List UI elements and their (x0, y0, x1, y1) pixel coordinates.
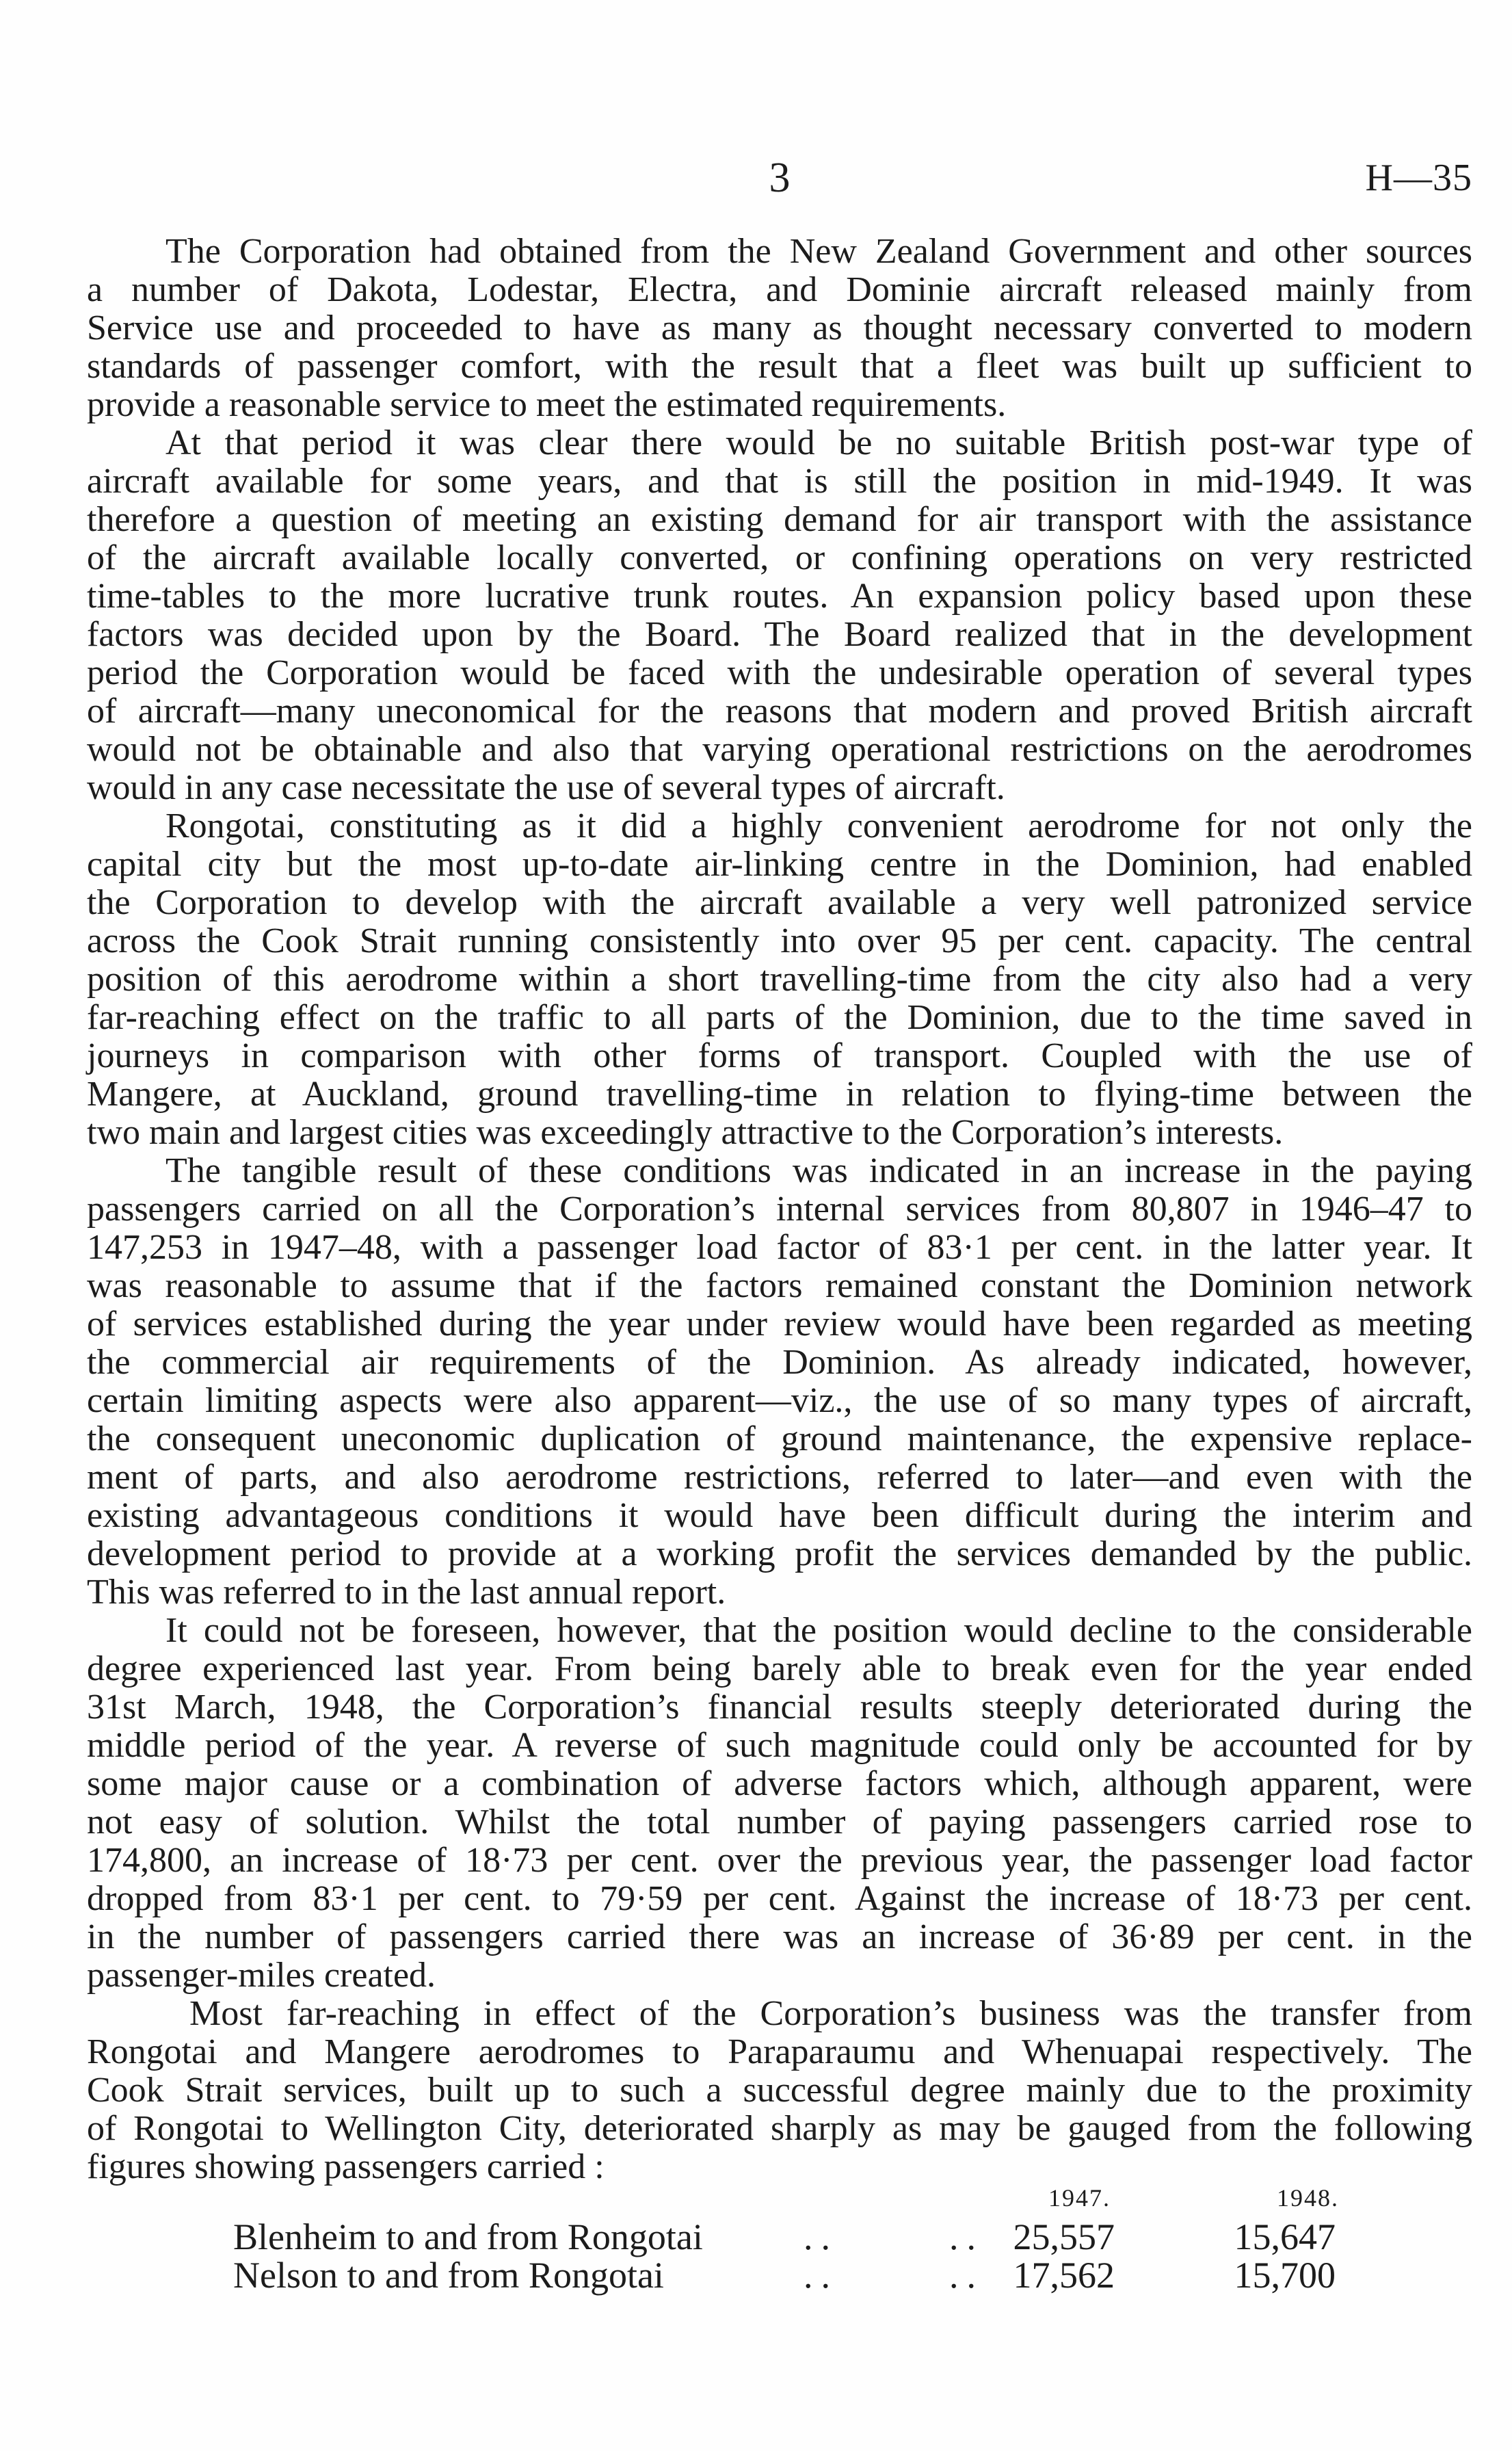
text-line: dropped from 83·1 per cent. to 79·59 per cent. Against the increase of 18·73 per cent. (87, 1879, 1472, 1918)
text-line: capital city but the most up-to-date air-linking centre in the Dominion, had enabled (87, 845, 1472, 884)
text-line: the commercial air requirements of the Dominion. As already indicated, however, (87, 1343, 1472, 1382)
text-line: of services established during the year under review would have been regarded as meeting (87, 1305, 1472, 1344)
text-line: journeys in comparison with other forms of transport. Coupled with the use of (87, 1036, 1472, 1075)
document-reference: H—35 (1365, 157, 1472, 199)
text-line: the Corporation to develop with the aircraft available a very well patronized service (87, 883, 1472, 922)
text-line: 147,253 in 1947–48, with a passenger load factor of 83·1 per cent. in the latter year. It (87, 1228, 1472, 1267)
text-line: ment of parts, and also aerodrome restrictions, referred to later—and even with the (87, 1458, 1472, 1497)
text-line: provide a reasonable service to meet the estimated requirements. (87, 385, 1007, 424)
value-1948: 15,647 (1234, 2216, 1336, 2257)
value-1947: 25,557 (1013, 2216, 1115, 2257)
text-line: The Corporation had obtained from the New Zealand Government and other sources (165, 232, 1472, 271)
page-number: 3 (769, 155, 791, 201)
column-header-1948: 1948. (1277, 2184, 1339, 2212)
text-line: would not be obtainable and also that varying operational restrictions on the aerodromes (87, 730, 1472, 769)
table-row (0, 2256, 1512, 2294)
text-line: At that period it was clear there would be no suitable British post-war type of (165, 423, 1472, 462)
text-line: of the aircraft available locally converted, or confining operations on very restricted (87, 538, 1472, 577)
text-line: figures showing passengers carried : (87, 2147, 605, 2186)
text-line: 174,800, an increase of 18·73 per cent. over the previous year, the passenger load factor (87, 1841, 1472, 1880)
text-line: not easy of solution. Whilst the total number of paying passengers carried rose to (87, 1803, 1472, 1841)
paragraph-aerodrome-transfer (87, 1995, 1472, 2186)
leader-dots: .. (949, 2216, 984, 2257)
paragraph-rongotai (87, 807, 1472, 1152)
text-line: certain limiting aspects were also apparent—viz., the use of so many types of aircraft, (87, 1381, 1472, 1420)
text-line: of aircraft—many uneconomical for the reasons that modern and proved British aircraft (87, 692, 1472, 731)
text-line: two main and largest cities was exceedingly attractive to the Corporation’s interests. (87, 1113, 1284, 1152)
leader-dots: .. (804, 2216, 838, 2257)
route-label: Nelson to and from Rongotai (233, 2255, 664, 2296)
text-line: This was referred to in the last annual report. (87, 1573, 726, 1612)
text-line: time-tables to the more lucrative trunk routes. An expansion policy based upon these (87, 577, 1472, 616)
column-header-1947: 1947. (1048, 2184, 1111, 2212)
route-label: Blenheim to and from Rongotai (233, 2216, 703, 2257)
text-line: Service use and proceeded to have as many as thought necessary converted to modern (87, 309, 1472, 348)
text-line: Rongotai, constituting as it did a highly convenient aerodrome for not only the (165, 807, 1472, 846)
text-line: Rongotai and Mangere aerodromes to Paraparaumu and Whenuapai respectively. The (87, 2032, 1472, 2071)
text-line: position of this aerodrome within a short travelling-time from the city also had a very (87, 960, 1472, 999)
table-row (0, 2218, 1512, 2256)
page-header (87, 152, 1472, 204)
text-line: factors was decided upon by the Board. The Board realized that in the development (87, 615, 1472, 654)
text-line: passenger-miles created. (87, 1956, 436, 1995)
paragraph-fleet (87, 233, 1472, 424)
text-line: It could not be foreseen, however, that the position would decline to the considerable (165, 1611, 1472, 1650)
leader-dots: .. (804, 2255, 838, 2296)
text-line: Cook Strait services, built up to such a successful degree mainly due to the proximity (87, 2071, 1472, 2110)
text-line: in the number of passengers carried there was an increase of 36·89 per cent. in the (87, 1917, 1472, 1956)
paragraph-decline (87, 1612, 1472, 1995)
value-1948: 15,700 (1234, 2255, 1336, 2296)
text-line: a number of Dakota, Lodestar, Electra, and Dominie aircraft released mainly from (87, 270, 1472, 309)
text-line: The tangible result of these conditions was indicated in an increase in the paying (165, 1151, 1472, 1190)
body-text (87, 233, 1472, 2186)
text-line: far-reaching effect on the traffic to all parts of the Dominion, due to the time saved in (87, 998, 1472, 1037)
text-line: would in any case necessitate the use of several types of aircraft. (87, 768, 1005, 807)
text-line: middle period of the year. A reverse of such magnitude could only be accounted for by (87, 1726, 1472, 1765)
text-line: Most far-reaching in effect of the Corporation’s business was the transfer from (189, 1994, 1472, 2033)
text-line: standards of passenger comfort, with the result that a fleet was built up sufficient to (87, 347, 1472, 386)
leader-dots: .. (949, 2255, 984, 2296)
paragraph-tangible-result (87, 1152, 1472, 1612)
text-line: of Rongotai to Wellington City, deteriorated sharply as may be gauged from the following (87, 2109, 1472, 2148)
text-line: 31st March, 1948, the Corporation’s financial results steeply deteriorated during the (87, 1688, 1472, 1727)
text-line: period the Corporation would be faced with the undesirable operation of several types (87, 653, 1472, 692)
text-line: therefore a question of meeting an existing demand for air transport with the assistance (87, 500, 1472, 539)
text-line: the consequent uneconomic duplication of ground maintenance, the expensive replace- (87, 1419, 1472, 1458)
text-line: development period to provide at a working profit the services demanded by the public. (87, 1534, 1472, 1573)
text-line: across the Cook Strait running consistently into over 95 per cent. capacity. The central (87, 921, 1472, 960)
text-line: was reasonable to assume that if the factors remained constant the Dominion network (87, 1266, 1472, 1305)
text-line: Mangere, at Auckland, ground travelling-time in relation to flying-time between the (87, 1075, 1472, 1114)
text-line: aircraft available for some years, and that is still the position in mid-1949. It was (87, 462, 1472, 501)
value-1947: 17,562 (1013, 2255, 1115, 2296)
paragraph-expansion-policy (87, 424, 1472, 807)
text-line: existing advantageous conditions it would have been difficult during the interim and (87, 1496, 1472, 1535)
table-header-row (0, 2182, 1512, 2214)
text-line: some major cause or a combination of adverse factors which, although apparent, were (87, 1764, 1472, 1803)
text-line: passengers carried on all the Corporation’s internal services from 80,807 in 1946–47 to (87, 1190, 1472, 1229)
text-line: degree experienced last year. From being barely able to break even for the year ended (87, 1649, 1472, 1688)
